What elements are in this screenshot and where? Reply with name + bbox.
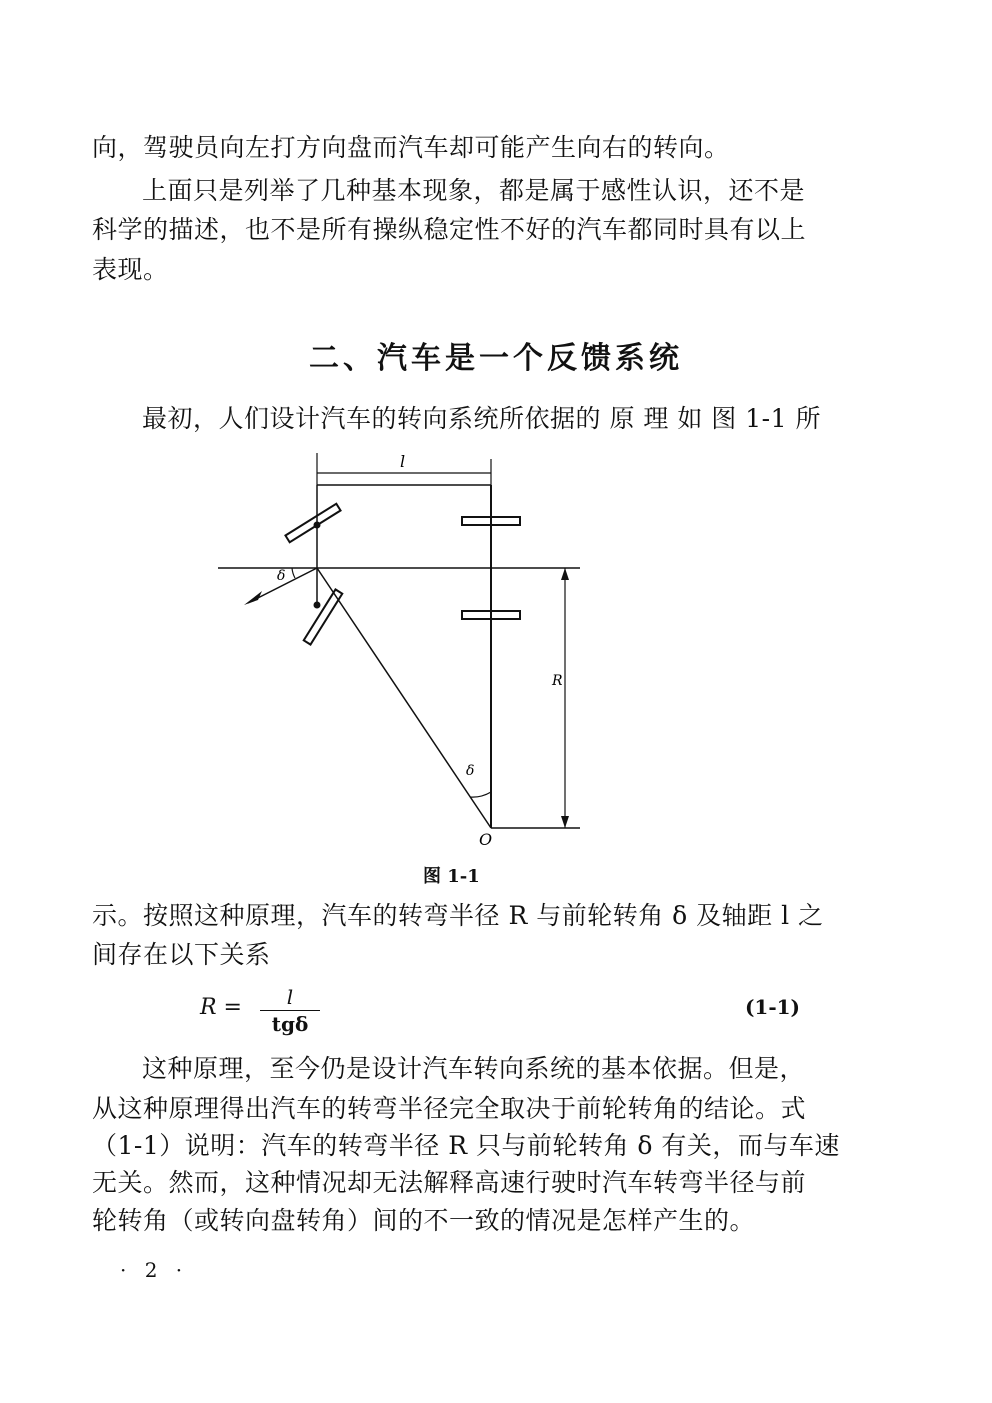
page-number: · 2 · — [120, 1258, 189, 1282]
text-line: 最初，人们设计汽车的转向系统所依据的 原 理 如 图 1-1 所 — [142, 404, 821, 433]
label-delta-bottom: δ — [466, 763, 475, 779]
section-heading: 二、汽车是一个反馈系统 — [309, 341, 683, 376]
arrow-R-top — [561, 568, 569, 580]
text-line: 轮转角（或转向盘转角）间的不一致的情况是怎样产生的。 — [92, 1206, 756, 1235]
formula-lhs: R = — [200, 995, 242, 1020]
formula-fraction — [260, 985, 320, 1036]
text-line: 科学的描述，也不是所有操纵稳定性不好的汽车都同时具有以上 — [92, 215, 807, 244]
fraction-bar — [260, 1010, 320, 1011]
text-line: 无关。然而，这种情况却无法解释高速行驶时汽车转弯半径与前 — [92, 1168, 807, 1197]
arrow-R-bottom — [561, 816, 569, 828]
front-wheel-top — [285, 504, 340, 543]
text-line: 这种原理，至今仍是设计汽车转向系统的基本依据。但是， — [142, 1054, 806, 1083]
label-l: l — [400, 452, 406, 471]
angle-arc-bottom — [470, 792, 491, 797]
text-line: 间存在以下关系 — [92, 940, 271, 969]
pivot-bottom — [314, 602, 321, 609]
text-line: 向，驾驶员向左打方向盘而汽车却可能产生向右的转向。 — [92, 133, 730, 162]
figure-caption: 图 1-1 — [423, 866, 480, 887]
text-line: （1-1）说明：汽车的转弯半径 R 只与前轮转角 δ 有关，而与车速 — [92, 1131, 840, 1160]
formula-numerator: l — [286, 985, 294, 1009]
figure-steering-diagram — [200, 445, 620, 845]
angle-arc-top — [292, 568, 295, 578]
text-line: 从这种原理得出汽车的转弯半径完全取决于前轮转角的结论。式 — [92, 1094, 807, 1123]
label-delta-top: δ — [277, 568, 286, 584]
turning-radius-line — [317, 568, 491, 828]
label-O: O — [479, 830, 493, 845]
text-line: 示。按照这种原理，汽车的转弯半径 R 与前轮转角 δ 及轴距 l 之 — [92, 901, 824, 930]
formula-number: (1-1) — [744, 995, 800, 1019]
text-line: 上面只是列举了几种基本现象，都是属于感性认识，还不是 — [142, 176, 806, 205]
label-R: R — [552, 673, 563, 689]
text-line: 表现。 — [92, 255, 169, 284]
formula-1-1 — [200, 985, 800, 1035]
formula-denominator: tgδ — [271, 1012, 309, 1036]
diagram-svg — [200, 445, 620, 845]
